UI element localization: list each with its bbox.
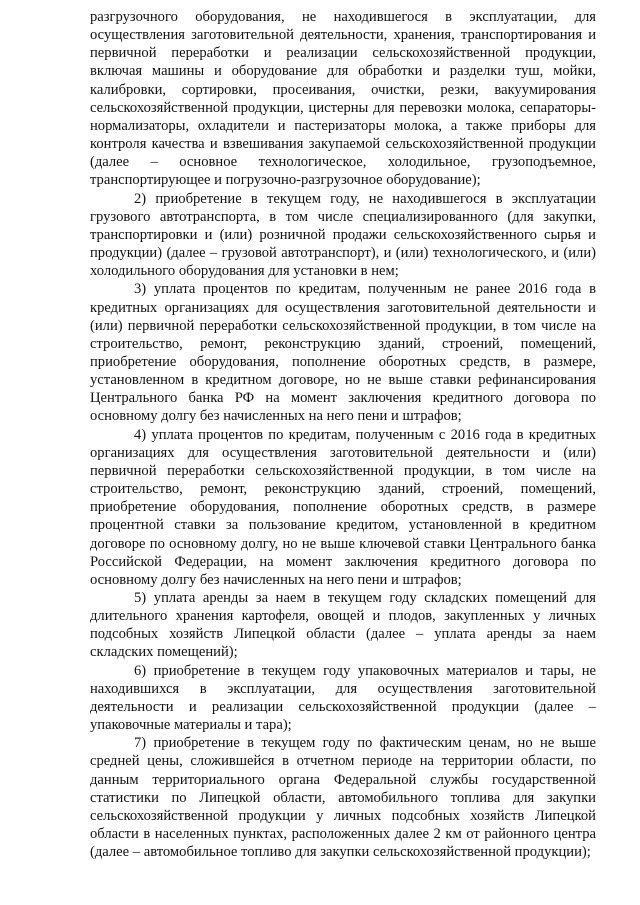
paragraph-item-2-trucks: 2) приобретение в текущем году, не находившегося в эксплуатации грузового автотранспорта, в том числе специализированного (для закупки, транспортировки и (или) розничной продажи сельскохозяйственного сырья и продукции) (далее – грузовой автотранспорт), и (или) технологического, и (или) холодильного оборудования для установки в нем;	[90, 190, 596, 280]
document-page	[90, 8, 596, 861]
paragraph-item-5-warehouse-rent: 5) уплата аренды за наем в текущем году складских помещений для длительного хранения картофеля, овощей и плодов, закупленных у личных подсобных хозяйств Липецкой области (далее – уплата аренды за наем складских помещений);	[90, 590, 596, 661]
paragraph-item-3-interest-before-2016: 3) уплата процентов по кредитам, полученным не ранее 2016 года в кредитных организациях для осуществления заготовительной деятельности и (или) первичной переработки сельскохозяйственной продукции, в том числе на строительство, ремонт, реконструкцию зданий, строений, помещений, приобретение оборудования, пополнение оборотных средств, в размере, установленном в кредитном договоре, но не выше ставки рефинансирования Центрального банка РФ на момент заключения кредитного договора по основному долгу без начисленных на него пени и штрафов;	[90, 281, 596, 425]
paragraph-equipment-continuation: разгрузочного оборудования, не находившегося в эксплуатации, для осуществления заготовительной деятельности, хранения, транспортирования и первичной переработки и реализации сельскохозяйственной продукции, включая машины и оборудование для обработки и разделки туш, мойки, калибровки, сортировки, просеивания, очистки, резки, вакуумирования сельскохозяйственной продукции, цистерны для перевозки молока, сепараторы-нормализаторы, охладители и пастеризаторы молока, а также приборы для контроля качества и взвешивания закупаемой сельскохозяйственной продукции (далее – основное технологическое, холодильное, грузоподъемное, транспортирующее и погрузочно-разгрузочное оборудование);	[90, 9, 596, 189]
paragraph-item-6-packaging: 6) приобретение в текущем году упаковочных материалов и тары, не находившихся в эксплуатации, для осуществления заготовительной деятельности и реализации сельскохозяйственной продукции (далее – упаковочные материалы и тара);	[90, 662, 596, 734]
paragraph-item-7-fuel: 7) приобретение в текущем году по фактическим ценам, но не выше средней цены, сложившейся в отчетном периоде на территории области, по данным территориального органа Федеральной службы государственной статистики по Липецкой области, автомобильного топлива для закупки сельскохозяйственной продукции у личных подсобных хозяйств Липецкой области в населенных пунктах, расположенных далее 2 км от районного центра (далее – автомобильное топливо для закупки сельскохозяйственной продукции);	[90, 735, 596, 861]
paragraph-item-4-interest-from-2016: 4) уплата процентов по кредитам, полученным с 2016 года в кредитных организациях для осуществления заготовительной деятельности и (или) первичной переработки сельскохозяйственной продукции, в том числе на строительство, ремонт, реконструкцию зданий, строений, помещений, приобретение оборудования, пополнение оборотных средств, в размере процентной ставки за пользование кредитом, установленной в кредитном договоре по основному долгу, но не выше ключевой ставки Центрального банка Российской Федерации, на момент заключения кредитного договора по основному долгу без начисленных на него пени и штрафов;	[90, 426, 596, 588]
